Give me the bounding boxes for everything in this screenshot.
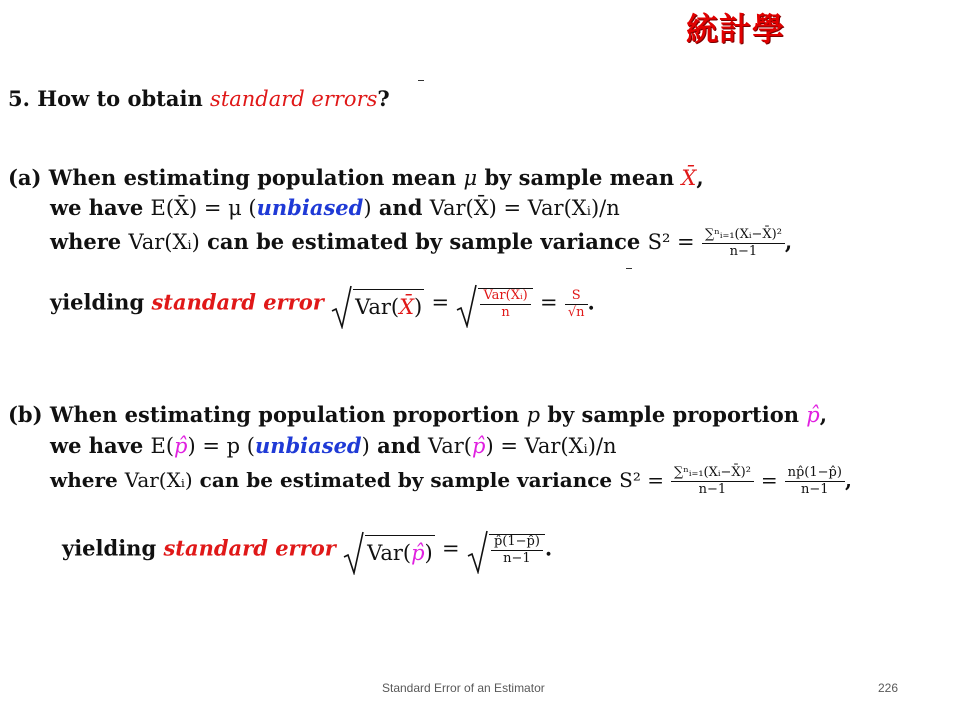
part-b-l3-text: where [50, 468, 118, 492]
sqrt-body [478, 288, 532, 320]
sqrt-var-xi-over-n [456, 288, 532, 320]
sqrt-var-phat [343, 535, 435, 566]
part-a-l3-text: where [50, 229, 122, 254]
phat-symbol: p̂ [411, 540, 425, 565]
part-a-l1-end: , [696, 165, 704, 190]
slide-title: 統計學 [686, 10, 786, 48]
part-a-l4-text: yielding [50, 289, 145, 315]
part-b-l4-end: . [544, 535, 553, 561]
equals-sign: = [442, 536, 460, 561]
part-a-l3-text2: can be estimated by sample variance [207, 229, 641, 254]
fraction-denominator: n−1 [503, 551, 531, 566]
paren-close: ) [424, 540, 433, 565]
part-b-l3-end: , [844, 468, 852, 492]
equals-sign: = [760, 468, 778, 492]
fraction [480, 289, 530, 320]
part-b-l1-text2: by sample proportion [547, 402, 799, 427]
part-a-l1-text2: by sample mean [484, 165, 675, 190]
and-text: and [378, 195, 423, 220]
part-a-line-4 [50, 288, 595, 320]
sample-variance-fraction [671, 466, 754, 497]
radical-icon [467, 530, 489, 574]
part-a-l3-end: , [784, 229, 793, 254]
proportion-variance-fraction [785, 466, 845, 497]
and-text: and [377, 433, 421, 458]
footer-caption: Standard Error of an Estimator [382, 681, 545, 695]
standard-error-label: standard error [151, 289, 324, 315]
expectation-formula-end: ) = p ( [187, 434, 255, 458]
sqrt-var-xbar [331, 289, 424, 320]
unbiased-label: unbiased [254, 433, 362, 458]
sqrt-body [353, 289, 424, 320]
radical-icon [456, 284, 478, 328]
decorative-tick [418, 80, 424, 81]
part-b-line-2 [50, 433, 617, 459]
symbol-phat: p̂ [806, 403, 820, 427]
xbar-symbol: X̄ [399, 294, 415, 319]
expectation-formula: E(X̄) = μ ( [150, 196, 257, 220]
expectation-formula: E( [150, 434, 175, 458]
heading-text: 5. How to obtain [8, 86, 211, 111]
part-b-line-1 [8, 402, 827, 428]
symbol-xbar: X̄ [681, 166, 697, 190]
fraction-denominator: n−1 [698, 482, 727, 497]
fraction-numerator: np̂(1−p̂) [785, 466, 845, 482]
part-b-l1-text: When estimating population proportion [49, 402, 520, 427]
part-a-l2-text: we have [50, 195, 144, 220]
sample-variance-fraction [702, 228, 785, 259]
variance-formula: Var( [428, 434, 472, 458]
decorative-tick [626, 268, 632, 269]
part-a-l4-end: . [587, 289, 595, 315]
fraction-denominator: √n [567, 304, 585, 320]
paren-close: ) [414, 294, 423, 319]
unbiased-label: unbiased [256, 195, 364, 220]
fraction-numerator: ∑ⁿᵢ₌₁(Xᵢ−X̄)² [702, 228, 785, 244]
part-a-l1-text: When estimating population mean [48, 165, 457, 190]
part-b-l2-text: we have [50, 433, 144, 458]
part-b-l1-end: , [819, 402, 828, 427]
heading-suffix: ? [377, 86, 390, 111]
part-b-line-3 [50, 466, 852, 497]
fraction-denominator: n [501, 305, 510, 320]
part-b-l4-text: yielding [62, 535, 157, 561]
part-a-line-1 [8, 165, 704, 191]
phat-symbol: p̂ [472, 434, 486, 458]
fraction [491, 535, 543, 566]
symbol-p: p [526, 403, 541, 427]
part-b-label: (b) [8, 402, 43, 427]
s-over-sqrt-n [565, 289, 588, 320]
fraction-denominator: n−1 [729, 244, 758, 259]
section-heading [8, 86, 390, 112]
part-b-l3-text2: can be estimated by sample variance [199, 468, 613, 492]
fraction-numerator: ∑ⁿᵢ₌₁(Xᵢ−X̄)² [671, 466, 754, 482]
var-hat: Var( [355, 294, 400, 319]
fraction-numerator: p̂(1−p̂) [491, 535, 543, 551]
page-number: 226 [878, 681, 899, 695]
fraction-denominator: n−1 [801, 482, 829, 497]
part-a-line-2 [50, 195, 620, 221]
sqrt-phat-fraction [467, 534, 545, 566]
s-squared: S² = [619, 468, 664, 492]
part-b-line-4 [62, 534, 552, 566]
paren-close: ) [361, 434, 370, 458]
paren-close: ) [363, 196, 372, 220]
s-squared: S² = [647, 230, 695, 254]
phat-symbol: p̂ [174, 434, 188, 458]
heading-emphasis: standard errors [210, 87, 378, 111]
variance-formula: Var(X̄) = Var(Xᵢ)/n [429, 196, 620, 220]
var-xi: Var(Xᵢ) [128, 230, 200, 254]
fraction-numerator: Var(Xᵢ) [480, 289, 530, 305]
symbol-mu: μ [463, 166, 478, 190]
equals-sign: = [539, 290, 558, 315]
radical-icon [331, 285, 353, 329]
sqrt-body [489, 534, 545, 566]
fraction-numerator: S [565, 289, 588, 305]
variance-formula-end: ) = Var(Xᵢ)/n [485, 434, 617, 458]
part-a-line-3 [50, 228, 792, 259]
equals-sign: = [431, 290, 450, 315]
var-xi: Var(Xᵢ) [124, 468, 193, 492]
part-a-label: (a) [8, 165, 42, 190]
sqrt-body [365, 535, 435, 566]
radical-icon [343, 531, 365, 575]
var-hat: Var( [367, 540, 412, 565]
standard-error-label: standard error [163, 535, 336, 561]
